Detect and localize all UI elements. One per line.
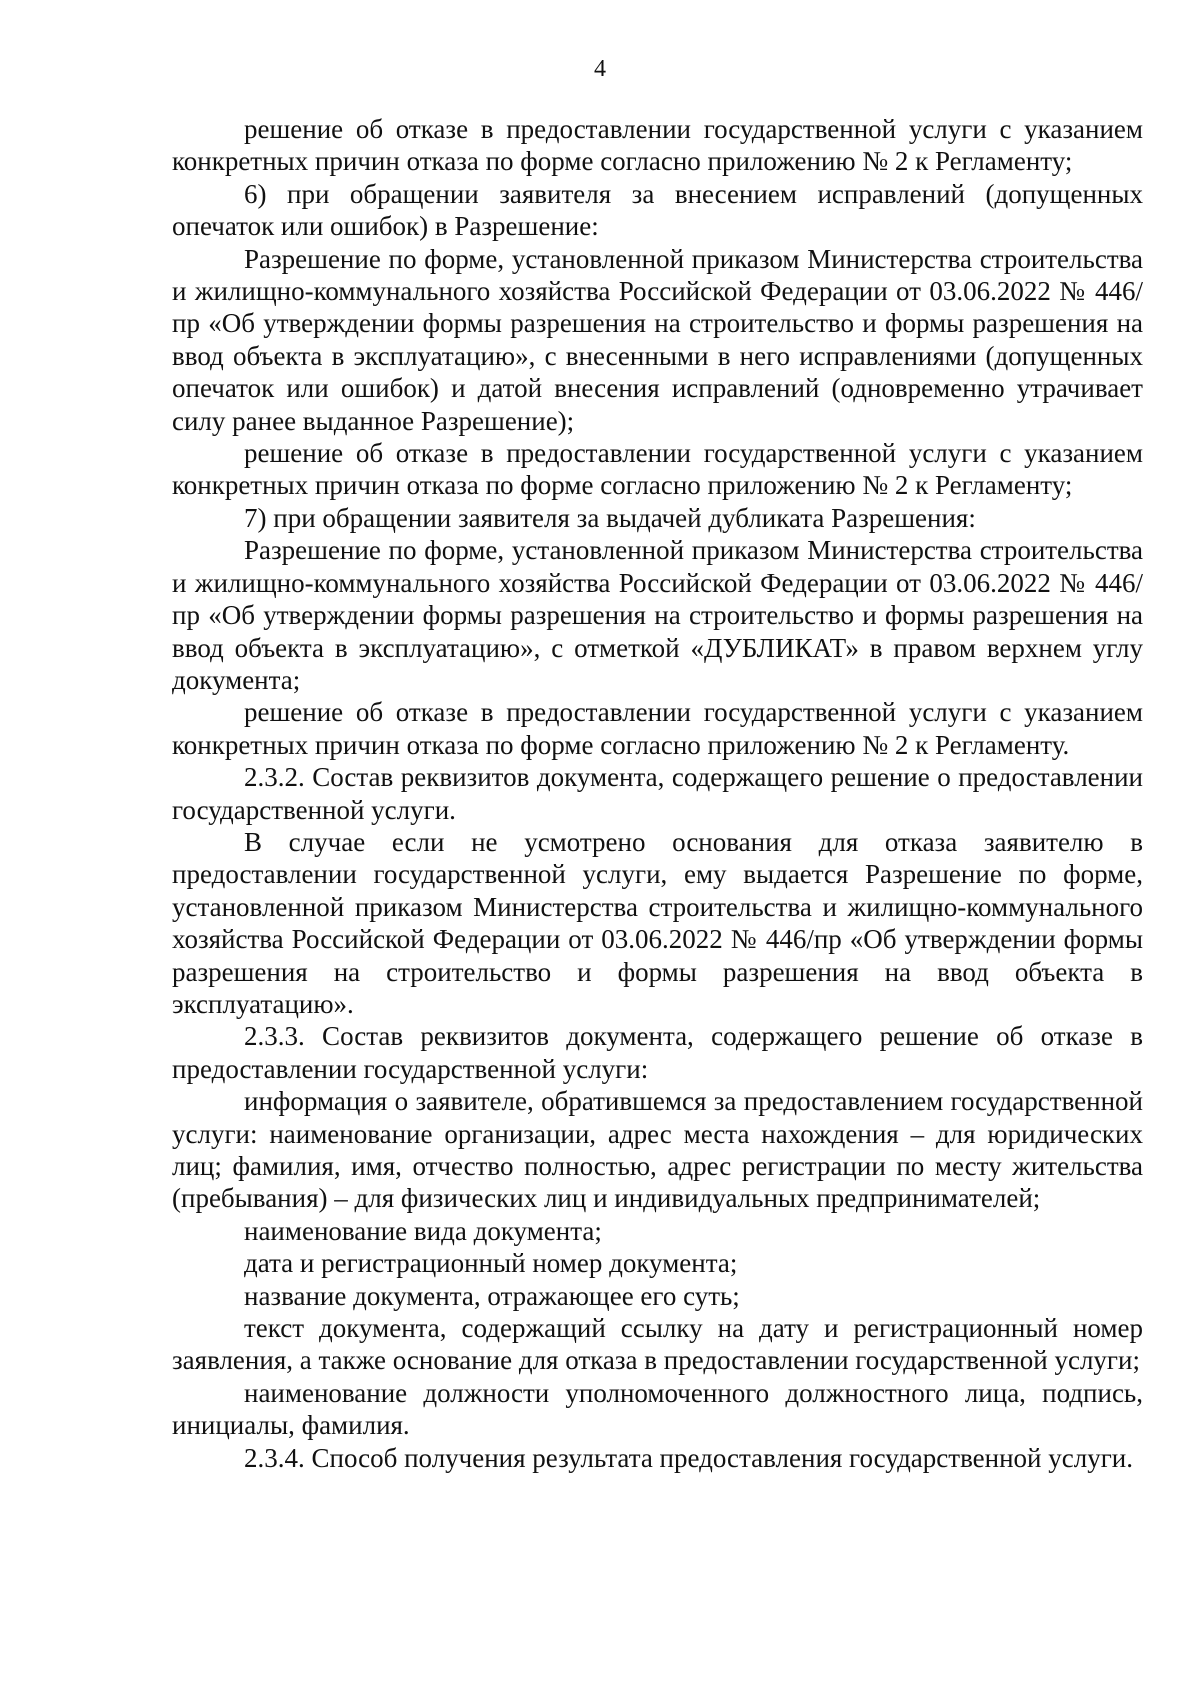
paragraph-document-date-number: дата и регистрационный номер документа; xyxy=(244,1248,738,1279)
paragraph-item-7: 7) при обращении заявителя за выдачей дубликата Разрешения: xyxy=(244,502,976,533)
paragraph-section-2-3-4: 2.3.4. Способ получения результата предоставления государственной услуги. xyxy=(244,1442,1133,1473)
paragraph-official-signature: наименование должности уполномоченного должностного лица, подпись, инициалы, фамилия. xyxy=(172,1377,1143,1441)
paragraph-refusal-decision-2: решение об отказе в предоставлении государственной услуги с указанием конкретных причин отказа по форме согласно приложению № 2 к Регламенту; xyxy=(172,438,1143,501)
paragraph-refusal-decision-3: решение об отказе в предоставлении государственной услуги с указанием конкретных причин отказа по форме согласно приложению № 2 к Регламенту. xyxy=(172,697,1143,760)
paragraph-document-text: текст документа, содержащий ссылку на дату и регистрационный номер заявления, а также основание для отказа в предоставлении государственной услуги; xyxy=(172,1313,1143,1376)
paragraph-section-2-3-2: 2.3.2. Состав реквизитов документа, содержащего решение о предоставлении государственной услуги. xyxy=(172,762,1143,825)
document-body xyxy=(172,113,1143,1474)
paragraph-item-6: 6) при обращении заявителя за внесением исправлений (допущенных опечаток или ошибок) в Разрешение: xyxy=(172,178,1143,242)
paragraph-permit-corrections: Разрешение по форме, установленной приказом Министерства строительства и жилищно-коммунального хозяйства Российской Федерации от 03.06.2022 № 446/пр «Об утверждении формы разрешения на строительство и формы разрешения на ввод объекта в эксплуатацию», с внесенными в него исправлениями (допущенных опечаток или ошибок) и датой внесения исправлений (одновременно утрачивает силу ранее выданное Разрешение); xyxy=(172,243,1143,436)
paragraph-no-refusal-grounds: В случае если не усмотрено основания для отказа заявителю в предоставлении государственной услуги, ему выдается Разрешение по форме, установленной приказом Министерства строительства и жилищно-коммунального хозяйства Российской Федерации от 03.06.2022 № 446/пр «Об утверждении формы разрешения на строительство и формы разрешения на ввод объекта в эксплуатацию». xyxy=(172,826,1143,1019)
page-number: 4 xyxy=(594,56,606,82)
paragraph-permit-duplicate: Разрешение по форме, установленной приказом Министерства строительства и жилищно-коммунального хозяйства Российской Федерации от 03.06.2022 № 446/пр «Об утверждении формы разрешения на строительство и формы разрешения на ввод объекта в эксплуатацию», с отметкой «ДУБЛИКАТ» в правом верхнем углу документа; xyxy=(172,535,1143,695)
paragraph-refusal-decision-1: решение об отказе в предоставлении государственной услуги с указанием конкретных причин отказа по форме согласно приложению № 2 к Регламенту; xyxy=(172,114,1143,177)
paragraph-document-type: наименование вида документа; xyxy=(244,1215,602,1246)
paragraph-applicant-info: информация о заявителе, обратившемся за предоставлением государственной услуги: наименование организации, адрес места нахождения – для юридических лиц; фамилия, имя, отчество полностью, адрес регистрации по месту жительства (пребывания) – для физических лиц и индивидуальных предпринимателей; xyxy=(172,1086,1143,1214)
paragraph-section-2-3-3: 2.3.3. Состав реквизитов документа, содержащего решение об отказе в предоставлении государственной услуги: xyxy=(172,1021,1143,1084)
paragraph-document-title: название документа, отражающее его суть; xyxy=(244,1280,740,1311)
